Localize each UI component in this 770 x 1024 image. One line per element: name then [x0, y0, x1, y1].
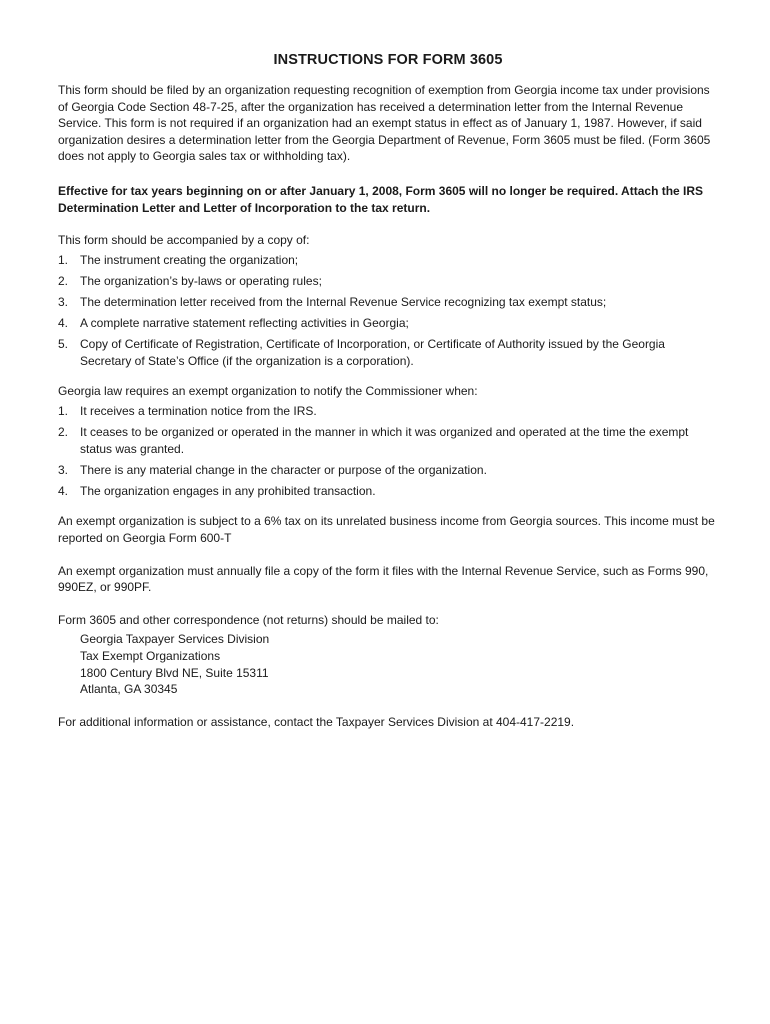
- effective-notice: Effective for tax years beginning on or after January 1, 2008, Form 3605 will no longer be required. Attach the IRS Determination Letter and Letter of Incorporation to the tax return.: [58, 183, 704, 215]
- list-item: [58, 483, 718, 500]
- list-item: [58, 273, 718, 290]
- accompany-section: [58, 232, 718, 369]
- list-item: [58, 462, 718, 479]
- list-item: [58, 424, 718, 457]
- list-item-text: Copy of Certificate of Registration, Certificate of Incorporation, or Certificate of Authority issued by the Georgia Secretary of State’s Office (if the organization is a corporation).: [80, 337, 665, 368]
- list-item-number: 5.: [58, 337, 69, 352]
- file-paragraph: An exempt organization must annually file a copy of the form it files with the Internal Revenue Service, such as Forms 990, 990EZ, or 990PF.: [58, 563, 709, 595]
- list-item-text: There is any material change in the character or purpose of the organization.: [80, 462, 487, 477]
- intro-paragraph: This form should be filed by an organization requesting recognition of exemption from Georgia income tax under provisions of Georgia Code Section 48-7-25, after the organization has received a determination letter from the Internal Revenue Service. This form is not required if an organization had an exempt status in effect as of January 1, 1987. However, if said organization desires a determination letter from the Georgia Department of Revenue, Form 3605 must be filed. (Form 3605 does not apply to Georgia sales tax or withholding tax).: [58, 83, 711, 164]
- list-item-number: 2.: [58, 273, 69, 288]
- address-line: Atlanta, GA 30345: [80, 682, 178, 697]
- contact-paragraph: For additional information or assistance, contact the Taxpayer Services Division at 404-417-2219.: [58, 714, 575, 729]
- list-item-number: 1.: [58, 252, 69, 267]
- list-item-text: It ceases to be organized or operated in the manner in which it was organized and operated at the time the exempt status was granted.: [80, 425, 689, 456]
- list-item-text: It receives a termination notice from the IRS.: [80, 403, 317, 418]
- address-line: Tax Exempt Organizations: [80, 648, 221, 663]
- list-item: [58, 315, 718, 332]
- list-item: [58, 336, 718, 369]
- accompany-lead: This form should be accompanied by a copy of:: [58, 233, 310, 248]
- page-title: INSTRUCTIONS FOR FORM 3605: [273, 52, 503, 68]
- list-item-text: The organization engages in any prohibited transaction.: [80, 483, 376, 498]
- list-item: [58, 252, 718, 269]
- list-item: [58, 403, 718, 420]
- list-item-text: A complete narrative statement reflecting activities in Georgia;: [80, 316, 409, 331]
- list-item-number: 1.: [58, 403, 69, 418]
- instructions-page: [58, 52, 718, 746]
- list-item-text: The organization’s by-laws or operating rules;: [80, 273, 322, 288]
- list-item-number: 2.: [58, 425, 69, 439]
- list-item-number: 4.: [58, 316, 69, 331]
- list-item-number: 3.: [58, 462, 69, 477]
- address-line: 1800 Century Blvd NE, Suite 15311: [80, 665, 269, 680]
- list-item-number: 3.: [58, 294, 69, 309]
- notify-list: [58, 403, 718, 499]
- notify-lead: Georgia law requires an exempt organization to notify the Commissioner when:: [58, 384, 478, 399]
- list-item: [58, 294, 718, 311]
- list-item-text: The instrument creating the organization;: [80, 252, 299, 267]
- mail-lead: Form 3605 and other correspondence (not returns) should be mailed to:: [58, 612, 439, 627]
- address-line: Georgia Taxpayer Services Division: [80, 632, 270, 647]
- mailing-address: [58, 631, 718, 697]
- list-item-number: 4.: [58, 483, 69, 498]
- accompany-list: [58, 252, 718, 370]
- notify-section: [58, 383, 718, 499]
- tax-paragraph: An exempt organization is subject to a 6% tax on its unrelated business income from Georgia sources. This income must be reported on Georgia Form 600-T: [58, 514, 715, 545]
- list-item-text: The determination letter received from the Internal Revenue Service recognizing tax exempt status;: [80, 294, 607, 309]
